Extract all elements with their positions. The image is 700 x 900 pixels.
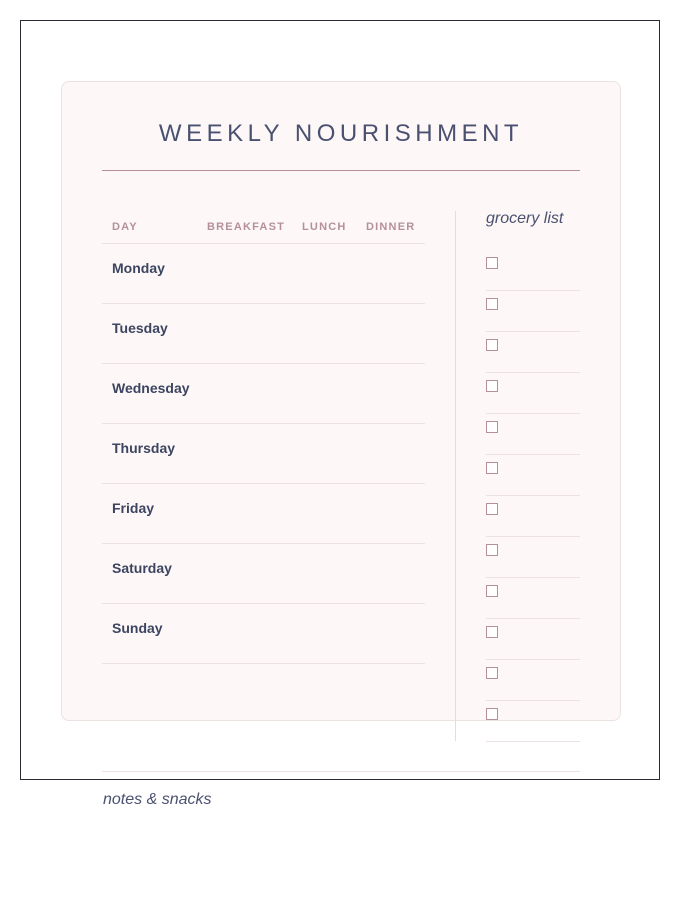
checkbox-icon[interactable] bbox=[486, 257, 498, 269]
grocery-item[interactable] bbox=[486, 455, 580, 496]
day-label: Monday bbox=[112, 260, 165, 276]
grocery-item[interactable] bbox=[486, 578, 580, 619]
checkbox-icon[interactable] bbox=[486, 626, 498, 638]
grocery-item[interactable] bbox=[486, 373, 580, 414]
grocery-item[interactable] bbox=[486, 660, 580, 701]
day-label: Tuesday bbox=[112, 320, 168, 336]
checkbox-icon[interactable] bbox=[486, 298, 498, 310]
day-row-wednesday[interactable] bbox=[102, 364, 425, 424]
grocery-item[interactable] bbox=[486, 250, 580, 291]
checkbox-icon[interactable] bbox=[486, 339, 498, 351]
page-title: WEEKLY NOURISHMENT bbox=[158, 120, 524, 147]
checkbox-icon[interactable] bbox=[486, 585, 498, 597]
grocery-item[interactable] bbox=[486, 496, 580, 537]
column-header-day: DAY bbox=[112, 221, 138, 233]
notes-label: notes & snacks bbox=[103, 791, 212, 805]
day-row-thursday[interactable] bbox=[102, 424, 425, 484]
grocery-item[interactable] bbox=[486, 701, 580, 742]
checkbox-icon[interactable] bbox=[486, 462, 498, 474]
checkbox-icon[interactable] bbox=[486, 503, 498, 515]
column-header-dinner: DINNER bbox=[366, 221, 416, 233]
column-divider bbox=[455, 211, 456, 741]
day-row-friday[interactable] bbox=[102, 484, 425, 544]
checkbox-icon[interactable] bbox=[486, 667, 498, 679]
day-label: Wednesday bbox=[112, 380, 190, 396]
title-divider bbox=[102, 170, 580, 171]
day-label: Friday bbox=[112, 500, 155, 516]
day-row-saturday[interactable] bbox=[102, 544, 425, 604]
grocery-item[interactable] bbox=[486, 537, 580, 578]
day-label: Thursday bbox=[112, 440, 176, 456]
column-header-lunch: LUNCH bbox=[302, 221, 347, 233]
grocery-item[interactable] bbox=[486, 291, 580, 332]
grocery-item[interactable] bbox=[486, 414, 580, 455]
grocery-list-title: grocery list bbox=[486, 210, 564, 227]
notes-section[interactable] bbox=[102, 780, 580, 805]
checkbox-icon[interactable] bbox=[486, 421, 498, 433]
day-row-sunday[interactable] bbox=[102, 604, 425, 664]
day-row-tuesday[interactable] bbox=[102, 304, 425, 364]
day-label: Saturday bbox=[112, 560, 172, 576]
checkbox-icon[interactable] bbox=[486, 380, 498, 392]
grocery-item[interactable] bbox=[486, 619, 580, 660]
checkbox-icon[interactable] bbox=[486, 708, 498, 720]
day-label: Sunday bbox=[112, 620, 163, 636]
checkbox-icon[interactable] bbox=[486, 544, 498, 556]
day-row-monday[interactable] bbox=[102, 244, 425, 304]
notes-divider bbox=[102, 771, 580, 772]
column-header-breakfast: BREAKFAST bbox=[207, 221, 286, 233]
grocery-item[interactable] bbox=[486, 332, 580, 373]
